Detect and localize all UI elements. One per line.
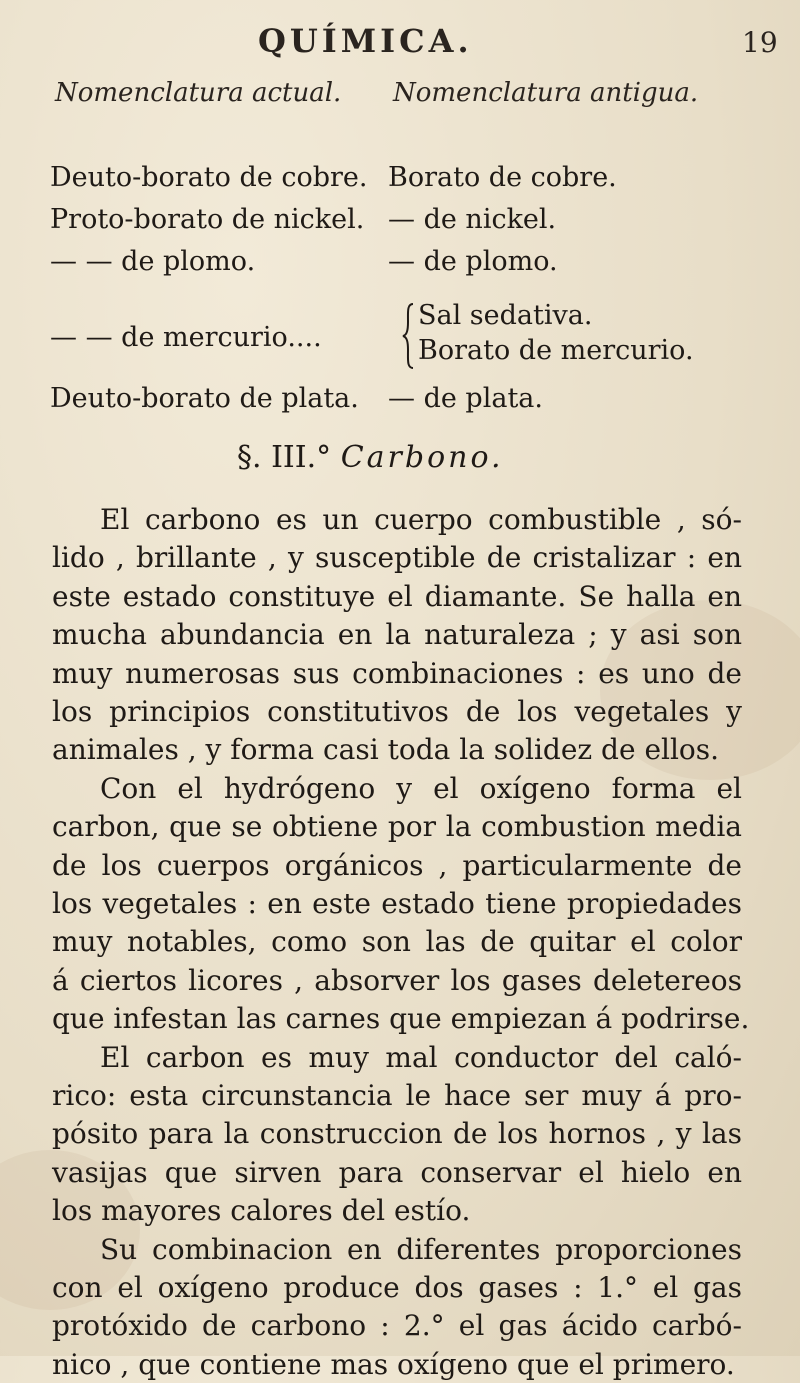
text-line: muy numerosas sus combinaciones : es uno de — [52, 656, 742, 690]
section-number: §. III.° — [237, 440, 332, 475]
text-line: los principios constitutivos de los vegetales y — [52, 695, 742, 728]
text-line: mucha abundancia en la naturaleza ; y asi son — [52, 618, 742, 652]
text-line: con el oxígeno produce dos gases : 1.° el gas — [52, 1271, 742, 1304]
column-header-actual: Nomenclatura actual. — [55, 78, 342, 108]
text-line: El carbono es un cuerpo combustible , só- — [100, 503, 742, 536]
text-line: los vegetales : en este estado tiene propiedades — [52, 887, 742, 920]
antigua-name: Borato de cobre. — [388, 162, 617, 193]
text-line: los mayores calores del estío. — [52, 1194, 471, 1228]
curly-brace-icon — [402, 302, 414, 370]
antigua-name: — de nickel. — [388, 204, 557, 235]
page-number: 19 — [742, 26, 778, 59]
text-line: El carbon es muy mal conductor del caló- — [100, 1040, 742, 1074]
text-line: que infestan las carnes que empiezan á podrirse. — [52, 1002, 750, 1036]
text-line: de los cuerpos orgánicos , particularmente de — [52, 848, 742, 882]
text-line: muy notables, como son las de quitar el color — [52, 925, 742, 959]
text-line: rico: esta circunstancia le hace ser muy á pro- — [52, 1079, 742, 1112]
text-line: Con el hydrógeno y el oxígeno forma el — [100, 771, 742, 805]
text-line: vasijas que sirven para conservar el hielo en — [52, 1155, 742, 1189]
text-line: carbon, que se obtiene por la combustion media — [52, 810, 742, 844]
text-line: á ciertos licores , absorver los gases deletereos — [52, 963, 742, 997]
text-line: pósito para la construccion de los hornos , y las — [52, 1117, 742, 1151]
section-heading — [237, 440, 504, 475]
antigua-name: Borato de mercurio. — [418, 335, 694, 366]
actual-name: — — de mercurio.... — [50, 322, 322, 353]
text-line: nico , que contiene mas oxígeno que el primero. — [52, 1347, 735, 1381]
actual-name: — — de plomo. — [50, 246, 256, 277]
text-line: Su combinacion en diferentes proporciones — [100, 1232, 742, 1266]
text-line: animales , y forma casi toda la solidez de ellos. — [52, 733, 720, 767]
nomenclature-row-mercurio — [50, 302, 750, 372]
actual-name: Proto-borato de nickel. — [50, 204, 365, 235]
antigua-name: Sal sedativa. — [418, 300, 593, 331]
antigua-name: — de plomo. — [388, 246, 558, 277]
column-header-antigua: Nomenclatura antigua. — [393, 78, 699, 108]
actual-name: Deuto-borato de cobre. — [50, 162, 368, 193]
running-title: QUÍMICA. — [258, 22, 473, 60]
text-line: este estado constituye el diamante. Se halla en — [52, 579, 742, 613]
antigua-name: — de plata. — [388, 383, 543, 414]
actual-name: Deuto-borato de plata. — [50, 383, 359, 414]
text-line: lido , brillante , y susceptible de cristalizar : en — [52, 541, 742, 575]
text-line: protóxido de carbono : 2.° el gas ácido carbó- — [52, 1309, 742, 1343]
section-title: Carbono. — [340, 440, 504, 475]
